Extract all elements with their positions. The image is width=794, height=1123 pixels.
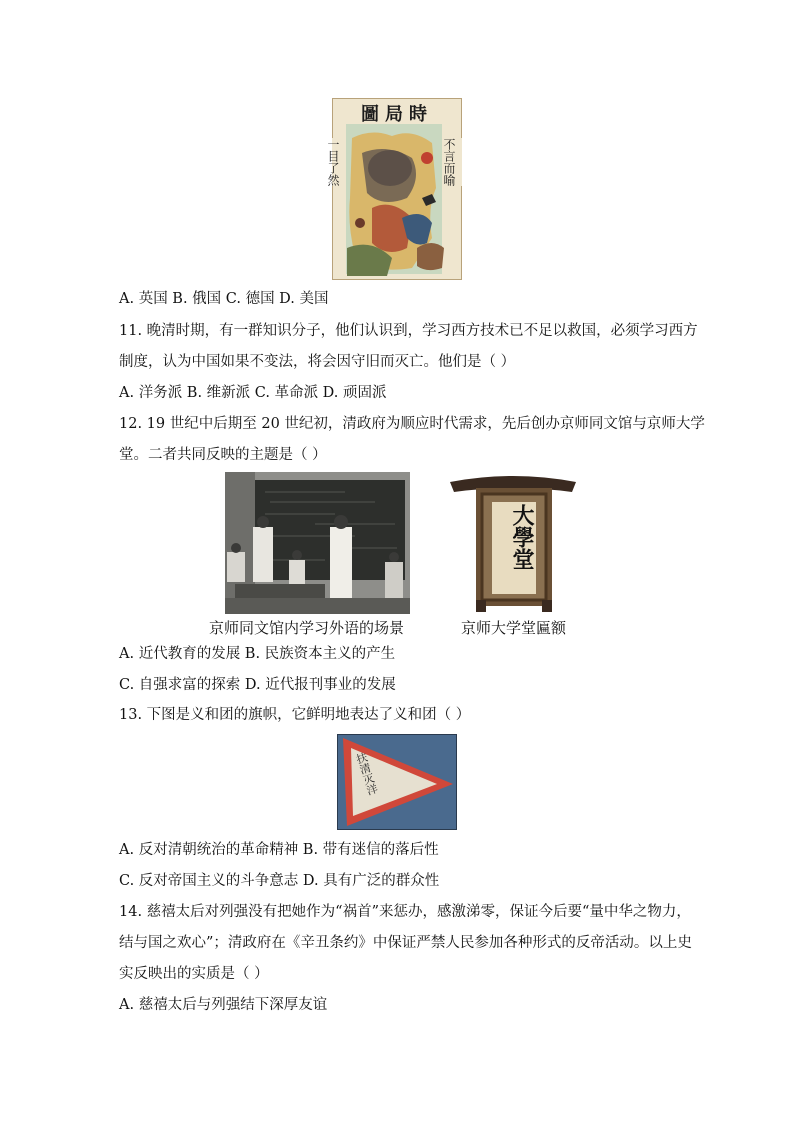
tongwenguan-photo — [225, 472, 410, 614]
shiju-right-text: 不言而喻 — [448, 138, 462, 186]
q14-stem-line2: 结与国之欢心”；清政府在《辛丑条约》中保证严禁人民参加各种形式的反帝活动。以上史 — [119, 935, 692, 951]
q14-stem-line1: 14. 慈禧太后对列强没有把她作为“祸首”来惩办，感激涕零，保证今后要“量中华之物力， — [119, 904, 691, 920]
daxuetang-plaque — [448, 474, 578, 614]
classroom-photo-illustration — [225, 472, 410, 614]
q12-options-row1: A. 近代教育的发展 B. 民族资本主义的产生 — [119, 646, 396, 662]
caption-tongwenguan: 京师同文馆内学习外语的场景 — [209, 619, 405, 637]
shiju-title: 圖局時 — [361, 104, 433, 125]
flag-text: 扶清灭洋 — [353, 750, 380, 797]
boxer-flag-illustration — [337, 734, 457, 830]
shiju-left-text: 一目了然 — [332, 138, 346, 186]
q13-options-row1: A. 反对清朝统治的革命精神 B. 带有迷信的落后性 — [119, 842, 439, 858]
boxer-flag-photo — [337, 734, 457, 830]
q12-stem-line2: 堂。二者共同反映的主题是（ ） — [119, 447, 327, 463]
q11-options: A. 洋务派 B. 维新派 C. 革命派 D. 顽固派 — [119, 385, 387, 401]
q13-options-row2: C. 反对帝国主义的斗争意志 D. 具有广泛的群众性 — [119, 873, 440, 889]
q11-stem-line1: 11. 晚清时期，有一群知识分子，他们认识到，学习西方技术已不足以救国，必须学习西方 — [119, 323, 698, 339]
shiju-map-figure — [326, 98, 462, 280]
q11-stem-line2: 制度，认为中国如果不变法，将会因守旧而灭亡。他们是（ ） — [119, 354, 516, 370]
plaque-text: 大學堂 — [509, 504, 535, 570]
q12-options-row2: C. 自强求富的探索 D. 近代报刊事业的发展 — [119, 677, 396, 693]
q10-options: A. 英国 B. 俄国 C. 德国 D. 美国 — [119, 291, 329, 307]
caption-daxuetang: 京师大学堂匾额 — [461, 619, 567, 637]
q13-stem: 13. 下图是义和团的旗帜，它鲜明地表达了义和团（ ） — [119, 707, 471, 723]
q14-option-a: A. 慈禧太后与列强结下深厚友谊 — [119, 997, 328, 1013]
q12-stem-line1: 12. 19 世纪中后期至 20 世纪初，清政府为顺应时代需求，先后创办京师同文馆与京师大学 — [119, 416, 705, 432]
q14-stem-line3: 实反映出的实质是（ ） — [119, 966, 269, 982]
